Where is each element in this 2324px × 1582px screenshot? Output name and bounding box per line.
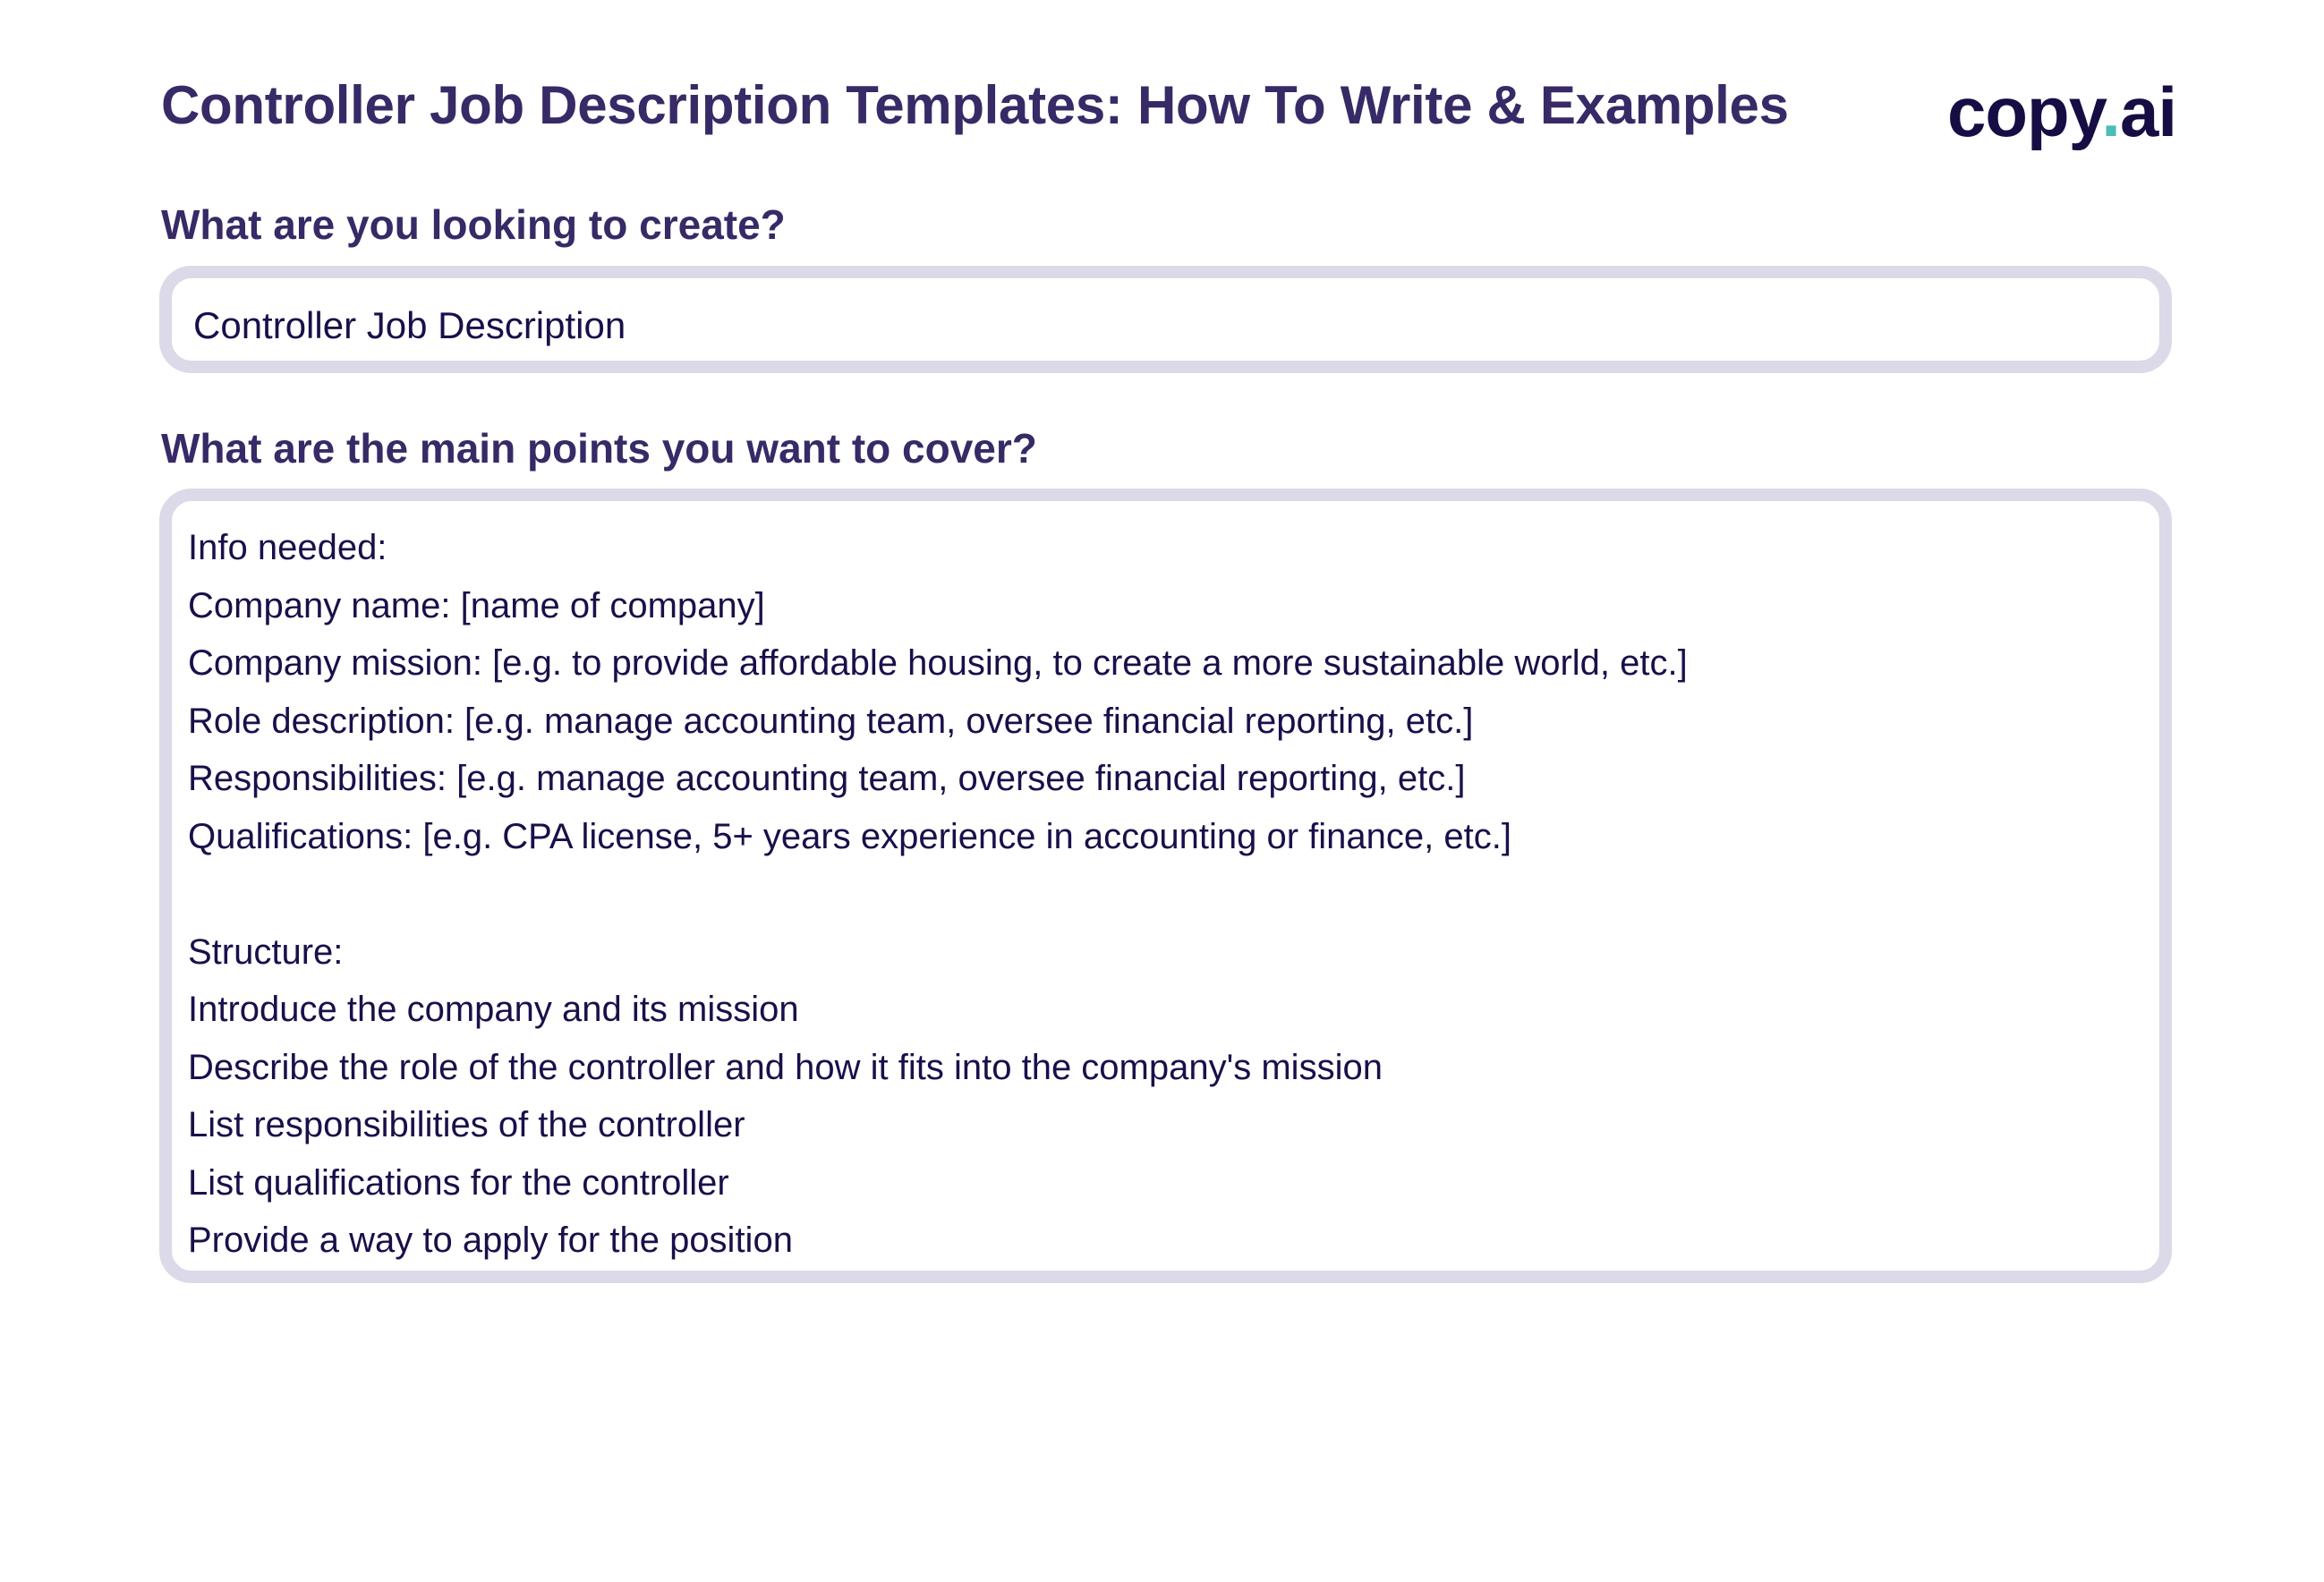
textarea-line: Describe the role of the controller and how it fits into the company's mission — [188, 1047, 1383, 1087]
textarea-line: Responsibilities: [e.g. manage accounting team, oversee financial reporting, etc.] — [188, 759, 1466, 798]
textarea-line-blank — [188, 876, 2145, 934]
textarea-line: Provide a way to apply for the position — [188, 1221, 793, 1260]
textarea-line: Qualifications: [e.g. CPA license, 5+ years experience in accounting or finance, etc.] — [188, 816, 1511, 856]
textarea-line: Introduce the company and its mission — [188, 990, 799, 1029]
copy-ai-logo — [1947, 72, 2176, 151]
textarea-line: Structure: — [188, 931, 344, 972]
create-question-label: What are you looking to create? — [161, 201, 786, 248]
textarea-line: Role description: [e.g. manage accounting team, oversee financial reporting, etc.] — [188, 701, 1474, 741]
page-title: Controller Job Description Templates: How To Write & Examples — [161, 75, 1789, 135]
textarea-line: List qualifications for the controller — [188, 1162, 729, 1203]
logo-text-ai: ai — [2119, 72, 2176, 151]
logo-text-copy: copy — [1947, 72, 2102, 151]
logo-dot: . — [2101, 72, 2120, 151]
textarea-line: Info needed: — [188, 528, 387, 567]
points-question-label: What are the main points you want to cover? — [161, 425, 1037, 472]
textarea-line: Company name: [name of company] — [188, 585, 765, 625]
points-textarea[interactable] — [159, 489, 2172, 1283]
textarea-line: List responsibilities of the controller — [188, 1105, 745, 1144]
textarea-line: Company mission: [e.g. to provide affordable housing, to create a more sustainable world, etc.] — [188, 643, 1688, 683]
create-input[interactable]: Controller Job Description — [159, 266, 2172, 373]
